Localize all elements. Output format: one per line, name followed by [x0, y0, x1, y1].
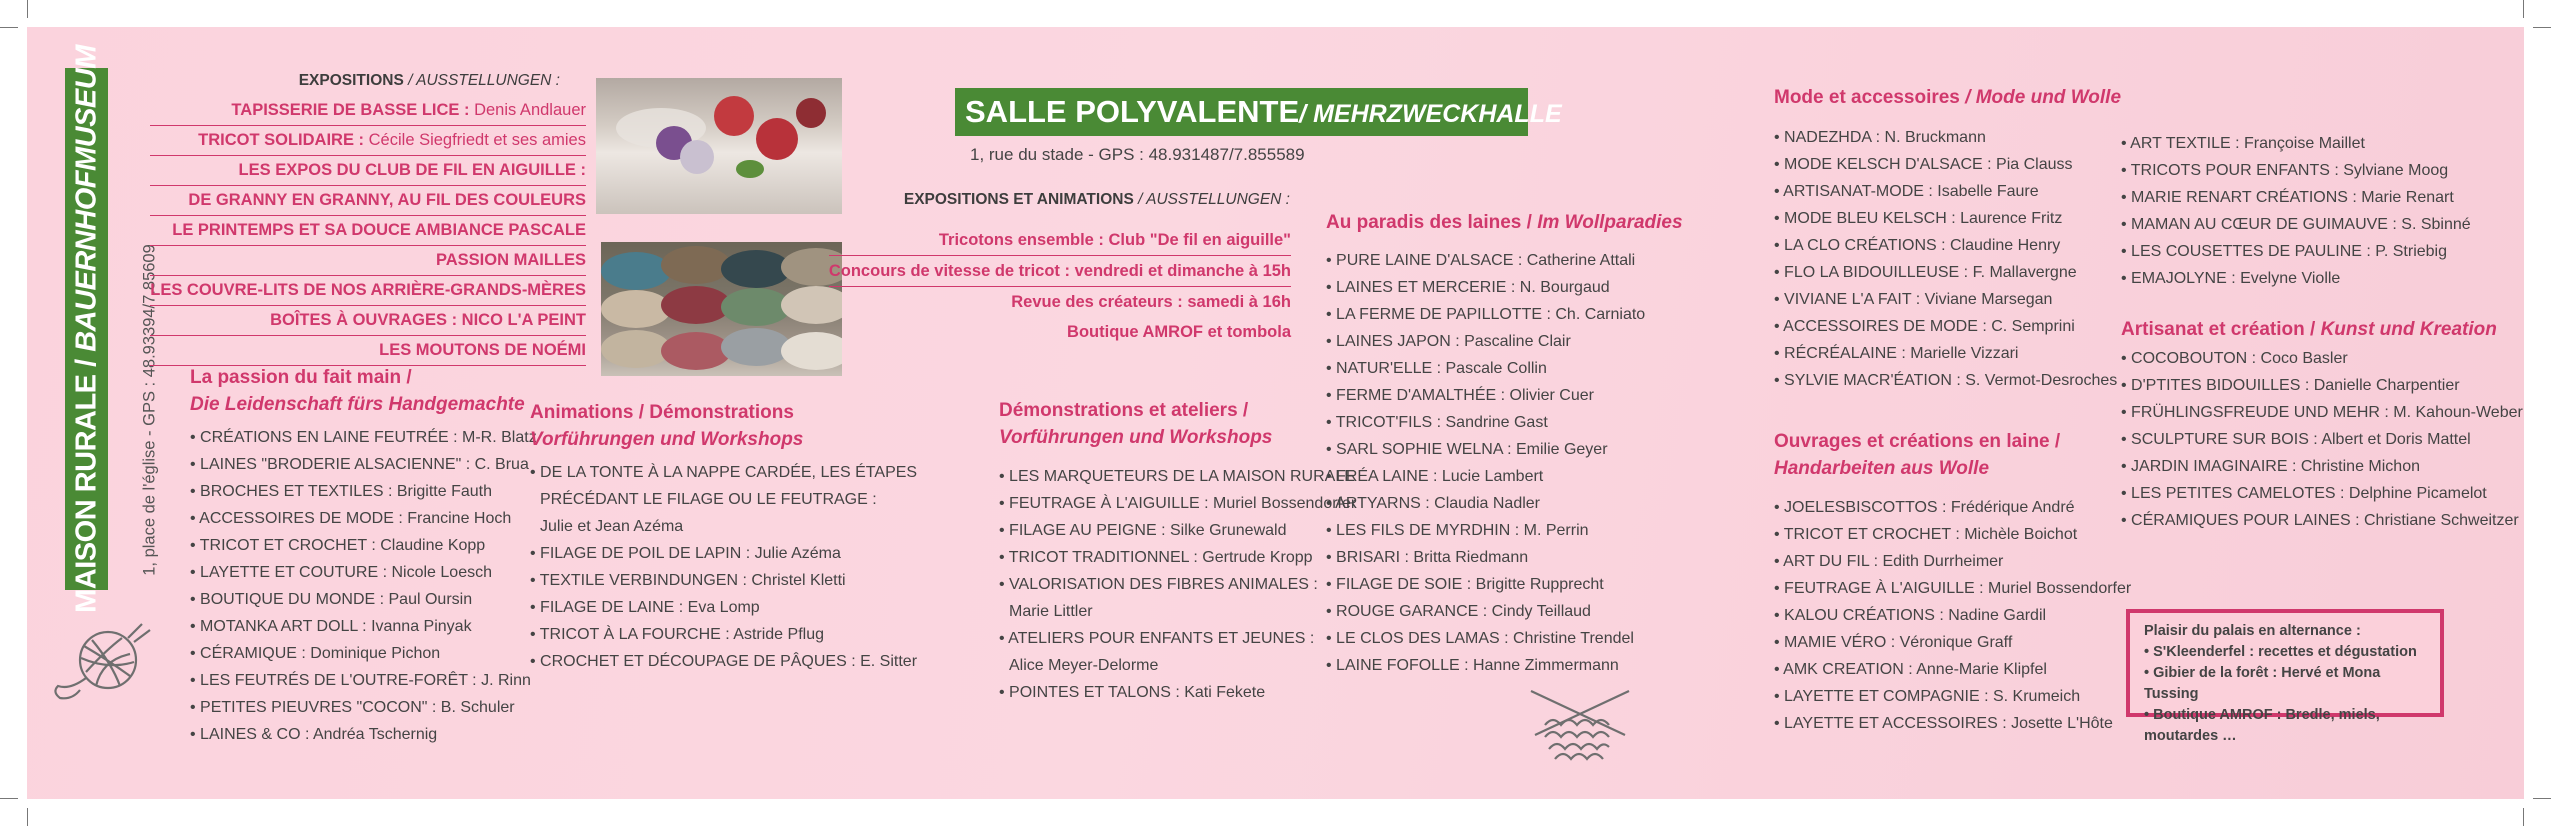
- maison-expo-item: LE PRINTEMPS ET SA DOUCE AMBIANCE PASCALE: [150, 216, 586, 246]
- maison-expo-item: TRICOT SOLIDAIRE : Cécile Siegfriedt et ses amies: [150, 126, 586, 156]
- list-item: • TRICOTS POUR ENFANTS : Sylviane Moog: [2121, 157, 2471, 184]
- right-list: [2121, 130, 2471, 292]
- list-item: • TRICOT TRADITIONNEL : Gertrude Kropp: [999, 544, 1356, 571]
- list-item: • ARTYARNS : Claudia Nadler: [1326, 490, 1645, 517]
- artisanat-list: [2121, 345, 2523, 534]
- plaisir-item: • S'Kleenderfel : recettes et dégustation: [2144, 644, 2417, 660]
- list-item: • LA CLO CRÉATIONS : Claudine Henry: [1774, 232, 2117, 259]
- mode-list: [1774, 124, 2117, 394]
- list-item: • LES COUSETTES DE PAULINE : P. Striebig: [2121, 238, 2471, 265]
- list-item: • FEUTRAGE À L'AIGUILLE : Muriel Bossendorfer: [1774, 575, 2131, 602]
- list-item: • MODE KELSCH D'ALSACE : Pia Clauss: [1774, 151, 2117, 178]
- list-item: • VALORISATION DES FIBRES ANIMALES :: [999, 571, 1356, 598]
- list-item: • FERME D'AMALTHÉE : Olivier Cuer: [1326, 382, 1645, 409]
- maison-banner-subtitle: BAUERNHOFMUSEUM: [70, 45, 102, 352]
- paradis-title: Au paradis des laines /: [1326, 212, 1538, 233]
- list-item: • LES FEUTRÉS DE L'OUTRE-FORÊT : J. Rinn: [190, 667, 537, 694]
- crop-mark: [0, 798, 18, 799]
- crop-mark: [2523, 0, 2524, 18]
- maison-expo-item: PASSION MAILLES: [150, 246, 586, 276]
- list-item: • TEXTILE VERBINDUNGEN : Christel Kletti: [530, 567, 917, 594]
- salle-expo-item: Boutique AMROF et tombola: [1067, 323, 1291, 341]
- salle-expo-item: Revue des créateurs : samedi à 16h: [1011, 293, 1291, 311]
- list-item: • MODE BLEU KELSCH : Laurence Fritz: [1774, 205, 2117, 232]
- list-item: • PURE LAINE D'ALSACE : Catherine Attali: [1326, 247, 1645, 274]
- crop-mark: [2523, 808, 2524, 826]
- maison-expo-title-de: / AUSSTELLUNGEN :: [403, 72, 560, 89]
- salle-banner-subtitle: / MEHRZWECKHALLE: [1299, 100, 1562, 128]
- demos-title: Démonstrations et ateliers /: [999, 400, 1249, 421]
- list-item-continuation: PRÉCÉDANT LE FILAGE OU LE FEUTRAGE :: [540, 491, 877, 508]
- list-item-continuation: Alice Meyer-Delorme: [1009, 657, 1159, 674]
- crop-mark: [27, 808, 28, 826]
- list-item: • LE CLOS DES LAMAS : Christine Trendel: [1326, 625, 1645, 652]
- plaisir-item: • Gibier de la forêt : Hervé et Mona Tussing: [2144, 665, 2381, 702]
- list-item: • SYLVIE MACR'ÉATION : S. Vermot-Desroches: [1774, 367, 2117, 394]
- maison-expo-item: DE GRANNY EN GRANNY, AU FIL DES COULEURS: [150, 186, 586, 216]
- mode-title: Mode et accessoires: [1774, 87, 1966, 108]
- demos-list: [999, 463, 1356, 706]
- mode-title-de: / Mode und Wolle: [1965, 87, 2122, 108]
- list-item: • ACCESSOIRES DE MODE : Francine Hoch: [190, 505, 537, 532]
- passion-heading: [190, 364, 525, 418]
- salle-expo-item: Tricotons ensemble : Club "De fil en aiguille": [829, 225, 1291, 256]
- salle-expo-title-de: / AUSSTELLUNGEN :: [1133, 191, 1290, 208]
- mode-heading: [1774, 84, 2121, 111]
- list-item: • LES FILS DE MYRDHIN : M. Perrin: [1326, 517, 1645, 544]
- list-item: • JOELESBISCOTTOS : Frédérique André: [1774, 494, 2131, 521]
- list-item: • LAINES ET MERCERIE : N. Bourgaud: [1326, 274, 1645, 301]
- maison-expo-item: LES MOUTONS DE NOÉMI: [150, 336, 586, 366]
- salle-polyvalente-banner: [955, 88, 1562, 136]
- animations-list: [530, 459, 917, 675]
- list-item: • RÉCRÉALAINE : Marielle Vizzari: [1774, 340, 2117, 367]
- list-item: • TRICOT ET CROCHET : Michèle Boichot: [1774, 521, 2131, 548]
- list-item: • VIVIANE L'A FAIT : Viviane Marsegan: [1774, 286, 2117, 313]
- crop-mark: [27, 0, 28, 18]
- list-item: • NATUR'ELLE : Pascale Collin: [1326, 355, 1645, 382]
- maison-expo-item: LES EXPOS DU CLUB DE FIL EN AIGUILLE :: [150, 156, 586, 186]
- list-item: • TRICOT À LA FOURCHE : Astride Pflug: [530, 621, 917, 648]
- list-item: • KALOU CRÉATIONS : Nadine Gardil: [1774, 602, 2131, 629]
- list-item: • EMAJOLYNE : Evelyne Violle: [2121, 265, 2471, 292]
- crop-mark: [0, 27, 18, 28]
- list-item: • ACCESSOIRES DE MODE : C. Semprini: [1774, 313, 2117, 340]
- list-item-continuation: Marie Littler: [1009, 603, 1093, 620]
- passion-title-de: Die Leidenschaft fürs Handgemachte: [190, 394, 525, 415]
- list-item: • CÉRAMIQUE : Dominique Pichon: [190, 640, 537, 667]
- list-item: • LES MARQUETEURS DE LA MAISON RURALE: [999, 463, 1356, 490]
- list-item: • SCULPTURE SUR BOIS : Albert et Doris Mattel: [2121, 426, 2523, 453]
- list-item: • LES PETITES CAMELOTES : Delphine Picamelot: [2121, 480, 2523, 507]
- list-item: • FRÉA LAINE : Lucie Lambert: [1326, 463, 1645, 490]
- knitting-needles-icon: [1525, 685, 1635, 765]
- maison-expo-list: [150, 96, 586, 366]
- animations-title-de: Vorführungen und Workshops: [530, 429, 804, 450]
- salle-expo-item: Concours de vitesse de tricot : vendredi et dimanche à 15h: [829, 256, 1291, 287]
- list-item: • LAYETTE ET COMPAGNIE : S. Krumeich: [1774, 683, 2131, 710]
- ouvrages-list: [1774, 494, 2131, 737]
- list-item: • ATELIERS POUR ENFANTS ET JEUNES :: [999, 625, 1356, 652]
- list-item: • ARTISANAT-MODE : Isabelle Faure: [1774, 178, 2117, 205]
- passion-list: [190, 424, 537, 748]
- list-item: • ART DU FIL : Edith Durrheimer: [1774, 548, 2131, 575]
- maison-banner-title: MAISON RURALE /: [70, 351, 102, 613]
- maison-expo-item: BOÎTES À OUVRAGES : NICO L'A PEINT: [150, 306, 586, 336]
- ouvrages-title-de: Handarbeiten aus Wolle: [1774, 458, 1990, 479]
- list-item: • TRICOT ET CROCHET : Claudine Kopp: [190, 532, 537, 559]
- list-item: • TRICOT'FILS : Sandrine Gast: [1326, 409, 1645, 436]
- list-item: • MOTANKA ART DOLL : Ivanna Pinyak: [190, 613, 537, 640]
- list-item: • CÉRAMIQUES POUR LAINES : Christiane Schweitzer: [2121, 507, 2523, 534]
- list-item: • MAMIE VÉRO : Véronique Graff: [1774, 629, 2131, 656]
- list-item: • ART TEXTILE : Françoise Maillet: [2121, 130, 2471, 157]
- maison-rurale-banner: [65, 45, 108, 613]
- list-item: • LA FERME DE PAPILLOTTE : Ch. Carniato: [1326, 301, 1645, 328]
- demos-heading: [999, 397, 1272, 451]
- list-item: • CROCHET ET DÉCOUPAGE DE PÂQUES : E. Sitter: [530, 648, 917, 675]
- list-item: • BRISARI : Britta Riedmann: [1326, 544, 1645, 571]
- salle-expo-title: EXPOSITIONS ET ANIMATIONS: [903, 191, 1134, 208]
- crop-mark: [2533, 798, 2551, 799]
- list-item: • FRÜHLINGSFREUDE UND MEHR : M. Kahoun-Weber: [2121, 399, 2523, 426]
- list-item: • BROCHES ET TEXTILES : Brigitte Fauth: [190, 478, 537, 505]
- list-item: • BOUTIQUE DU MONDE : Paul Oursin: [190, 586, 537, 613]
- artisanat-title: Artisanat et création /: [2121, 319, 2321, 340]
- list-item: • FEUTRAGE À L'AIGUILLE : Muriel Bossendorfer: [999, 490, 1356, 517]
- maison-expo-item: TAPISSERIE DE BASSE LICE : Denis Andlauer: [150, 96, 586, 126]
- list-item: • FILAGE AU PEIGNE : Silke Grunewald: [999, 517, 1356, 544]
- list-item: • LAINES & CO : Andréa Tschernig: [190, 721, 537, 748]
- plaisir-item: • Boutique AMROF : Bredle, miels, moutardes …: [2144, 707, 2380, 744]
- list-item: • FILAGE DE LAINE : Eva Lomp: [530, 594, 917, 621]
- paradis-heading: [1326, 209, 1683, 236]
- paradis-list: [1326, 247, 1645, 679]
- list-item: • NADEZHDA : N. Bruckmann: [1774, 124, 2117, 151]
- list-item: • SARL SOPHIE WELNA : Emilie Geyer: [1326, 436, 1645, 463]
- photo-wool-skeins: [601, 242, 842, 376]
- list-item: • D'PTITES BIDOUILLES : Danielle Charpentier: [2121, 372, 2523, 399]
- list-item: • MAMAN AU CŒUR DE GUIMAUVE : S. Sbinné: [2121, 211, 2471, 238]
- plaisir-title: Plaisir du palais en alternance :: [2144, 623, 2361, 639]
- passion-title: La passion du fait main /: [190, 367, 412, 388]
- list-item: • FILAGE DE SOIE : Brigitte Rupprecht: [1326, 571, 1645, 598]
- list-item: • LAINES "BRODERIE ALSACIENNE" : C. Brua: [190, 451, 537, 478]
- list-item: • LAYETTE ET ACCESSOIRES : Josette L'Hôte: [1774, 710, 2131, 737]
- list-item: • POINTES ET TALONS : Kati Fekete: [999, 679, 1356, 706]
- maison-expo-heading: [200, 72, 560, 90]
- salle-banner-title: SALLE POLYVALENTE: [965, 94, 1300, 129]
- list-item: • LAYETTE ET COUTURE : Nicole Loesch: [190, 559, 537, 586]
- salle-expo-list: [829, 225, 1291, 347]
- list-item: • MARIE RENART CRÉATIONS : Marie Renart: [2121, 184, 2471, 211]
- photo-knitted-radishes: [596, 78, 842, 214]
- list-item: • LAINE FOFOLLE : Hanne Zimmermann: [1326, 652, 1645, 679]
- list-item-continuation: Julie et Jean Azéma: [540, 518, 684, 535]
- list-item: • LAINES JAPON : Pascaline Clair: [1326, 328, 1645, 355]
- crop-mark: [2533, 27, 2551, 28]
- animations-title: Animations / Démonstrations: [530, 402, 794, 423]
- list-item: • CRÉATIONS EN LAINE FEUTRÉE : M-R. Blatz: [190, 424, 537, 451]
- list-item: • JARDIN IMAGINAIRE : Christine Michon: [2121, 453, 2523, 480]
- artisanat-title-de: Kunst und Kreation: [2320, 319, 2497, 340]
- maison-expo-title: EXPOSITIONS: [298, 72, 404, 89]
- list-item: • COCOBOUTON : Coco Basler: [2121, 345, 2523, 372]
- paradis-title-de: Im Wollparadies: [1537, 212, 1683, 233]
- list-item: • PETITES PIEUVRES "COCON" : B. Schuler: [190, 694, 537, 721]
- list-item: • FILAGE DE POIL DE LAPIN : Julie Azéma: [530, 540, 917, 567]
- list-item: • ROUGE GARANCE : Cindy Teillaud: [1326, 598, 1645, 625]
- animations-heading: [530, 399, 803, 453]
- ouvrages-heading: [1774, 428, 2060, 482]
- maison-address: 1, place de l'église - GPS : 48.93394/7.85609: [140, 244, 159, 576]
- ouvrages-title: Ouvrages et créations en laine /: [1774, 431, 2061, 452]
- list-item: • DE LA TONTE À LA NAPPE CARDÉE, LES ÉTAPES: [530, 459, 917, 486]
- plaisir-box: [2126, 609, 2444, 744]
- salle-expo-heading: [880, 191, 1290, 209]
- maison-expo-item: LES COUVRE-LITS DE NOS ARRIÈRE-GRANDS-MÈRES: [150, 276, 586, 306]
- list-item: • AMK CREATION : Anne-Marie Klipfel: [1774, 656, 2131, 683]
- salle-address: 1, rue du stade - GPS : 48.931487/7.855589: [970, 145, 1305, 164]
- demos-title-de: Vorführungen und Workshops: [999, 427, 1273, 448]
- list-item: • FLO LA BIDOUILLEUSE : F. Mallavergne: [1774, 259, 2117, 286]
- yarn-ball-icon: [50, 620, 160, 710]
- artisanat-heading: [2121, 316, 2497, 343]
